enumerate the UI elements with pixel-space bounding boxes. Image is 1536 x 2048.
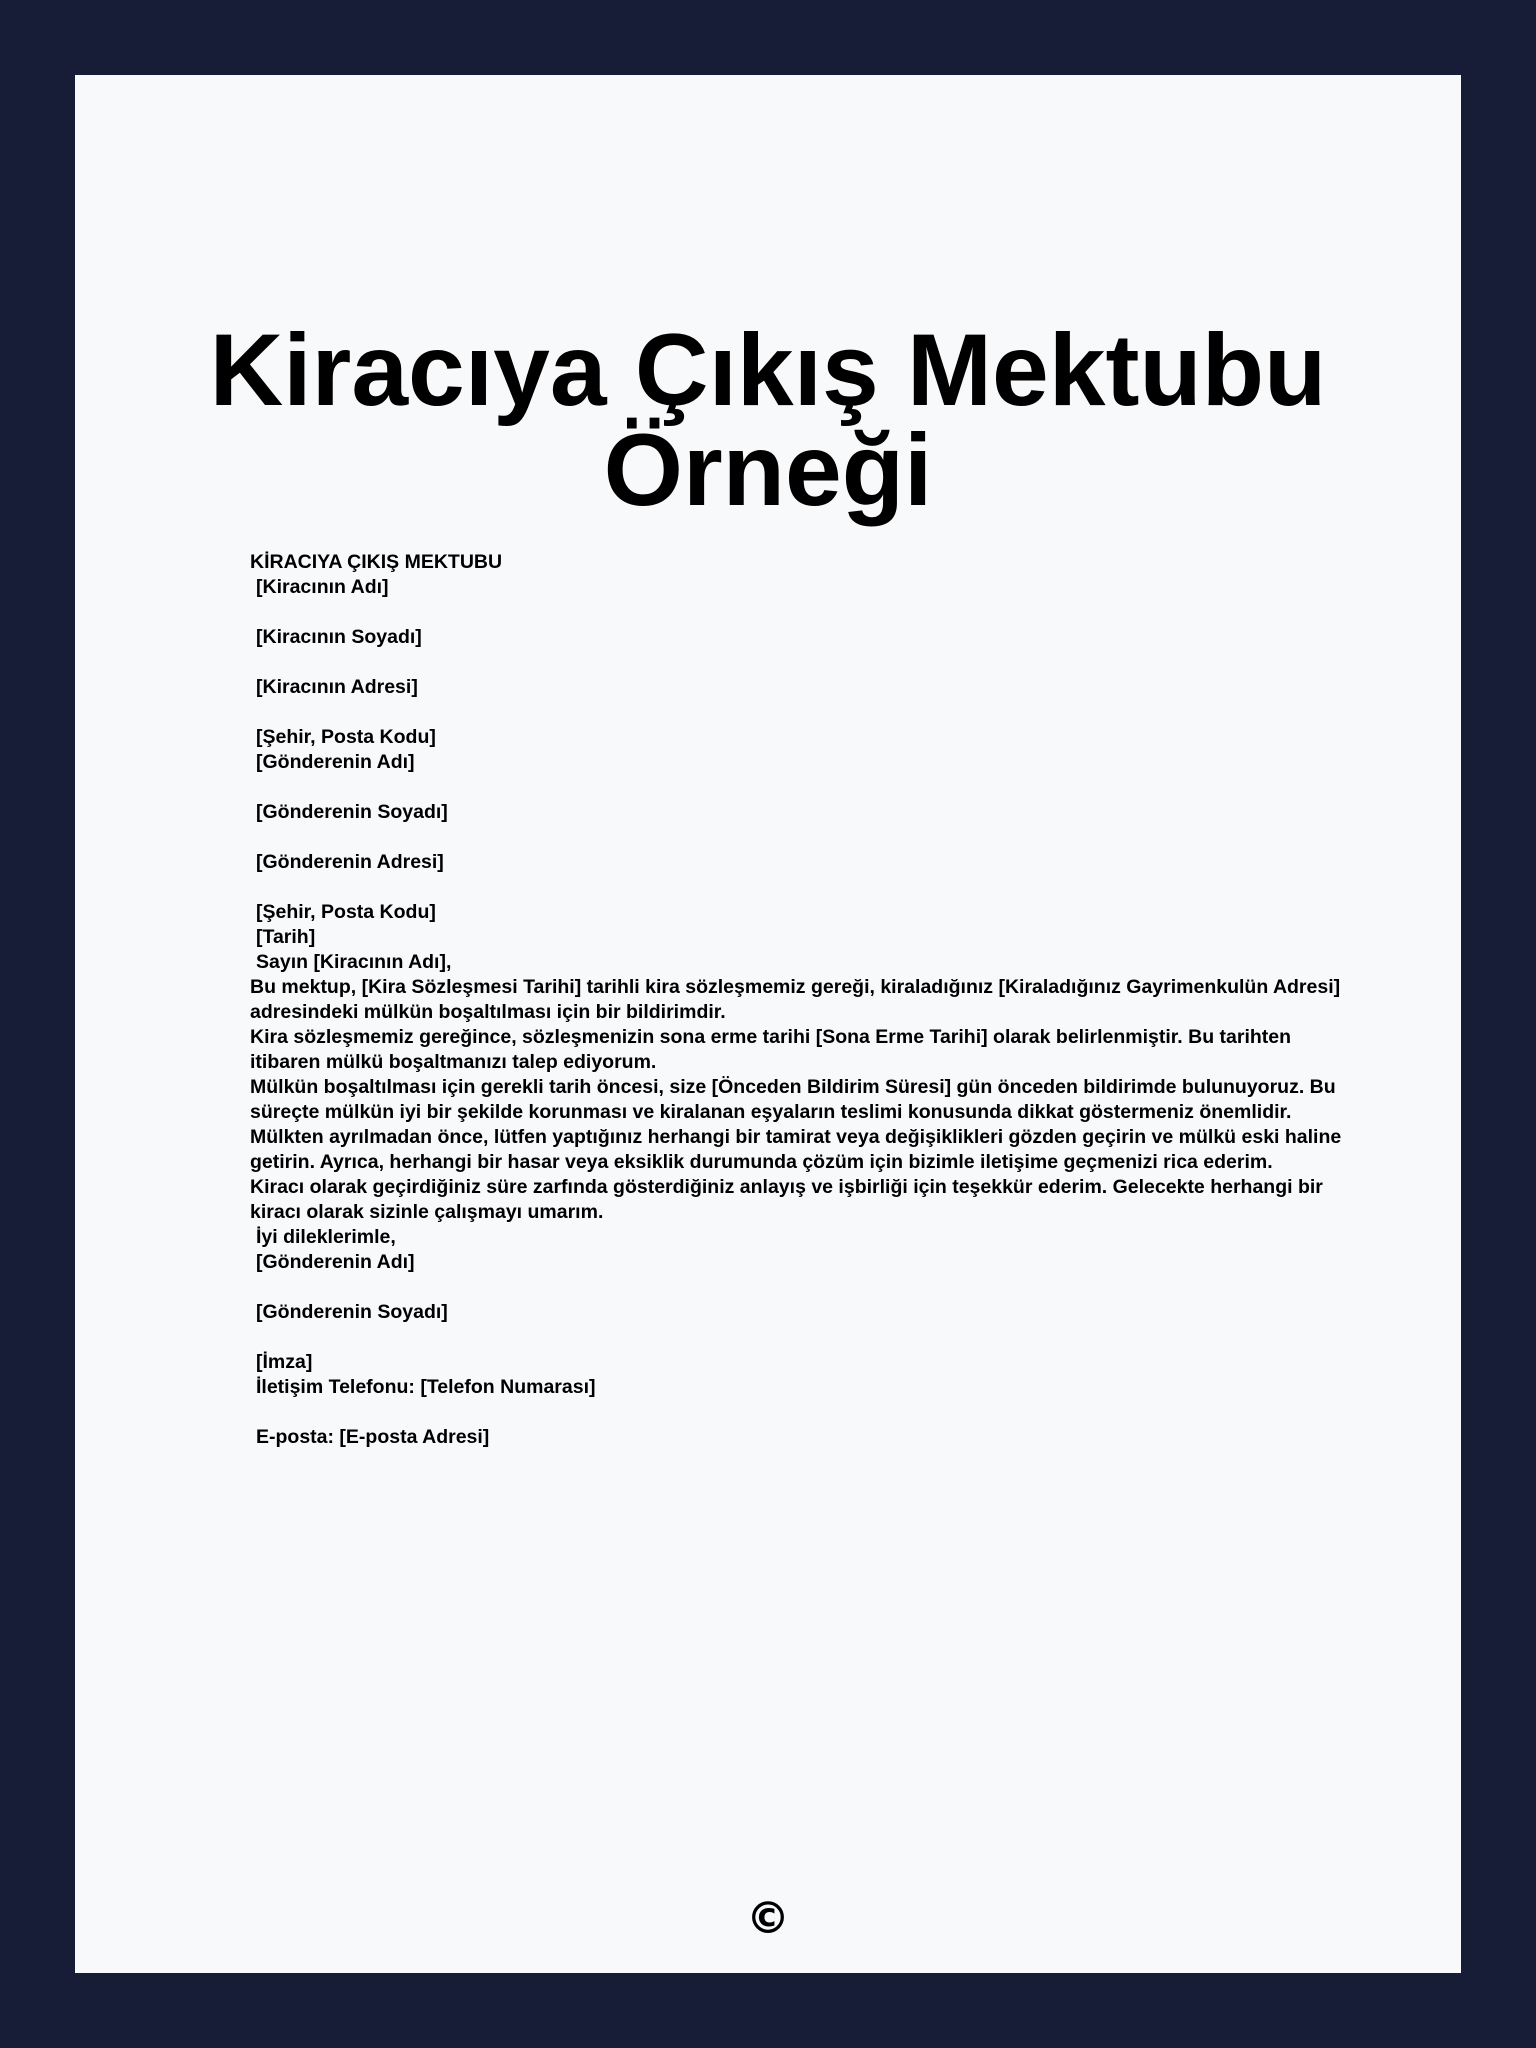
- recipient-name: [Kiracının Adı]: [256, 576, 389, 598]
- letter-body: [250, 550, 1350, 1450]
- title-line-1: Kiracıya Çıkış Mektubu: [209, 313, 1327, 427]
- recipient-address: [Kiracının Adresi]: [256, 676, 418, 698]
- sender-surname: [Gönderenin Soyadı]: [256, 801, 448, 823]
- paragraph-4: Mülkten ayrılmadan önce, lütfen yaptığınız herhangi bir tamirat veya değişiklikleri gözden geçirin ve mülkü eski haline getirin. Ayrıca, herhangi bir hasar veya eksiklik durumunda çözüm için bizimle iletişime geçmenizi rica ederim.: [250, 1126, 1342, 1173]
- contact-email: E-posta: [E-posta Adresi]: [256, 1426, 490, 1448]
- letter-date: [Tarih]: [256, 926, 316, 948]
- salutation: Sayın [Kiracının Adı],: [256, 951, 452, 973]
- blank-line: [250, 1325, 1350, 1350]
- sender-city-postal: [Şehir, Posta Kodu]: [256, 901, 436, 923]
- copyright-icon: ©: [746, 1893, 790, 1944]
- paragraph-3: Mülkün boşaltılması için gerekli tarih öncesi, size [Önceden Bildirim Süresi] gün önceden bildirimde bulunuyoruz. Bu süreçte mülkün iyi bir şekilde korunması ve kiralanan eşyaların teslimi konusunda dikkat göstermeniz önemlidir.: [250, 1076, 1336, 1123]
- blank-line: [250, 700, 1350, 725]
- blank-line: [250, 600, 1350, 625]
- signature-surname: [Gönderenin Soyadı]: [256, 1301, 448, 1323]
- signature-field: [İmza]: [256, 1351, 313, 1373]
- recipient-city-postal: [Şehir, Posta Kodu]: [256, 726, 436, 748]
- blank-line: [250, 1275, 1350, 1300]
- contact-phone: İletişim Telefonu: [Telefon Numarası]: [256, 1376, 596, 1398]
- blank-line: [250, 875, 1350, 900]
- paragraph-5: Kiracı olarak geçirdiğiniz süre zarfında gösterdiğiniz anlayış ve işbirliği için teşekkür ederim. Gelecekte herhangi bir kiracı olarak sizinle çalışmayı umarım.: [250, 1176, 1323, 1223]
- blank-line: [250, 650, 1350, 675]
- document-title: [75, 313, 1461, 527]
- blank-line: [250, 775, 1350, 800]
- sender-name: [Gönderenin Adı]: [256, 751, 415, 773]
- recipient-surname: [Kiracının Soyadı]: [256, 626, 422, 648]
- paragraph-2: Kira sözleşmemiz gereğince, sözleşmenizin sona erme tarihi [Sona Erme Tarihi] olarak belirlenmiştir. Bu tarihten itibaren mülkü boşaltmanızı talep ediyorum.: [250, 1026, 1292, 1073]
- sender-address: [Gönderenin Adresi]: [256, 851, 444, 873]
- letter-heading: KİRACIYA ÇIKIŞ MEKTUBU: [250, 551, 503, 573]
- title-line-2: Örneği: [603, 413, 933, 527]
- closing: İyi dileklerimle,: [256, 1226, 396, 1248]
- signature-name: [Gönderenin Adı]: [256, 1251, 415, 1273]
- paragraph-1: Bu mektup, [Kira Sözleşmesi Tarihi] tarihli kira sözleşmemiz gereği, kiraladığınız [Kiraladığınız Gayrimenkulün Adresi] adresindeki mülkün boşaltılması için bir bildirimdir.: [250, 976, 1341, 1023]
- blank-line: [250, 825, 1350, 850]
- document-page: [75, 75, 1461, 1973]
- blank-line: [250, 1400, 1350, 1425]
